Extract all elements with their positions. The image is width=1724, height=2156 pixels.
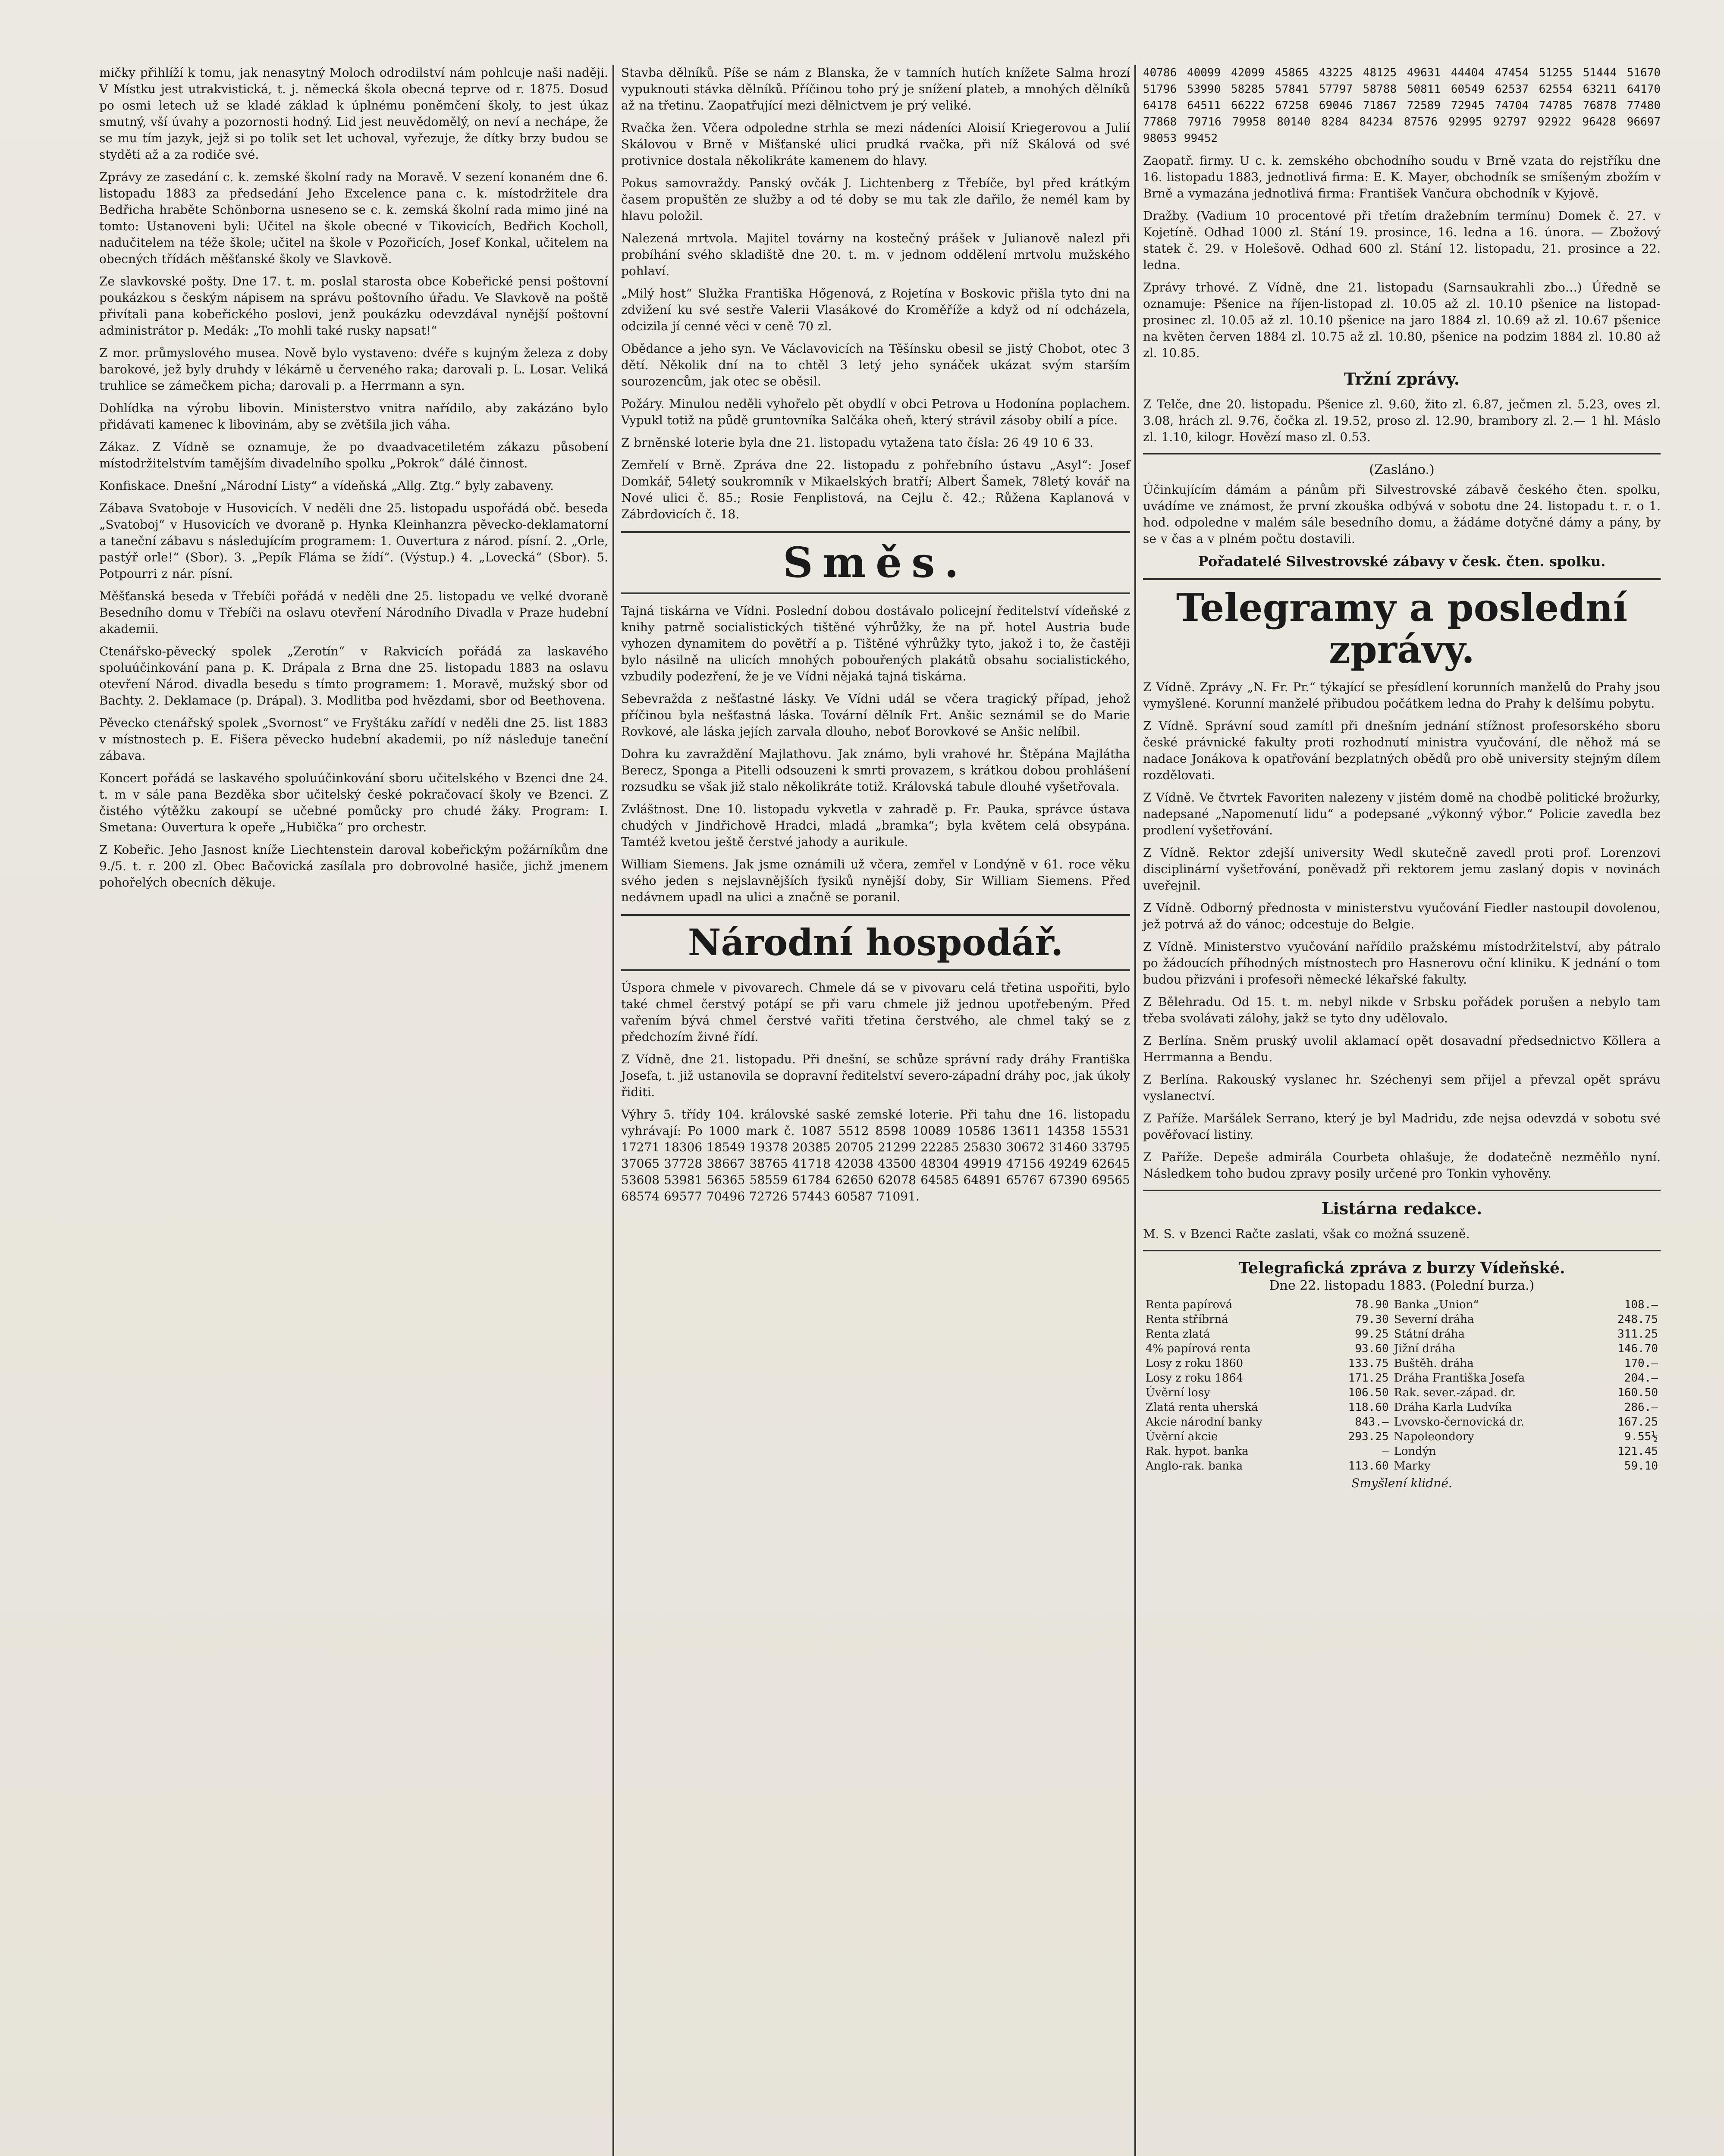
bourse-item-name: Dráha Karla Ludvíka — [1394, 1401, 1512, 1414]
bourse-item-value: 311.25 — [1617, 1327, 1658, 1341]
divider — [1143, 453, 1661, 454]
article-paragraph: Zákaz. Z Vídně se oznamuje, že po dvaadvacetiletém zákazu působení místodržitelstvím tamějším divadelního spolku „Pokrok“ dálé činnost. — [99, 440, 608, 470]
column-1 — [99, 65, 608, 897]
article-paragraph: Z Berlína. Rakouský vyslanec hr. Széchenyi sem přijel a převzal opět správu vyslanectví. — [1143, 1072, 1661, 1103]
article-paragraph: Z Vídně, dne 21. listopadu. Při dnešní, se schůze správní rady dráhy Františka Josefa, t. již ustanovila se dopravní ředitelství severo-západní dráhy poc, jak úkoly řiditi. — [621, 1052, 1130, 1099]
article-paragraph: Nalezená mrtvola. Majitel továrny na kostečný prášek v Julianově nalezl při probíhání svého skladiště dne 20. t. m. v jednom oddělení mrtvolu mužského pohlaví. — [621, 231, 1130, 278]
article-paragraph: Požáry. Minulou neděli vyhořelo pět obydlí v obci Petrova u Hodonína poplachem. Vypukl totiž na půdě gruntovníka Salčáka oheň, který strávil zásoby obilí a píce. — [621, 397, 1130, 427]
bourse-item-name: Buštěh. dráha — [1394, 1357, 1474, 1370]
article-paragraph: Úspora chmele v pivovarech. Chmele dá se v pivovaru celá třetina uspořiti, bylo také chmel čerstvý potápí se při varu chmele již jednou upotřebeným. Před vařením bývá chmel čerstvé vařiti třetina čerstvého, ale chmel taký se z předchozím živné řídí. — [621, 980, 1130, 1044]
section-heading-trzni-zpravy: Tržní zprávy. — [1344, 369, 1460, 389]
bourse-item-value: 121.45 — [1617, 1445, 1658, 1458]
article-paragraph: Z Bělehradu. Od 15. t. m. nebyl nikde v Srbsku pořádek porušen a nebylo tam třeba svolávati zálohy, jakž se tyto dny udělovalo. — [1143, 994, 1661, 1025]
bourse-item-value: 99.25 — [1355, 1327, 1389, 1341]
bourse-item-name: Severní dráha — [1394, 1313, 1474, 1326]
bourse-item-value: 93.60 — [1355, 1342, 1389, 1355]
section-heading-zaslano: (Zasláno.) — [1369, 462, 1435, 477]
column-rule — [612, 65, 614, 2156]
article-paragraph: Z Vídně. Ministerstvo vyučování nařídilo pražskému místodržitelství, aby pátralo po žádoucích příhodných místnostech pro Hasnerovu oční kliniku. K jednání o tom budou přizváni i profesoři německé lékařské fakulty. — [1143, 939, 1661, 987]
bourse-item-name: Rak. sever.-západ. dr. — [1394, 1386, 1516, 1399]
article-paragraph: Zemřelí v Brně. Zpráva dne 22. listopadu z pohřebního ústavu „Asyl“: Josef Domkář, 54letý soukromník v Mikaelských bratří; Albert Šamek, 78letý kovář na Nové ulici č. 85.; Rosie Fenplistová, na Cejlu č. 42.; Růžena Kaplanová v Zábrdovicích č. 18. — [621, 458, 1130, 521]
article-paragraph: William Siemens. Jak jsme oznámili už včera, zemřel v Londýně v 61. roce věku svého jeden s nejslavnějších fysiků nynější doby, Sir William Siemens. Před nedávnem upadl na ulici a značně se poranil. — [621, 857, 1130, 904]
section-heading-smes: Směs. — [621, 531, 1130, 594]
bourse-row — [1143, 1327, 1661, 1341]
bourse-item-value: 167.25 — [1617, 1415, 1658, 1429]
article-paragraph: Z Paříže. Maršálek Serrano, který je byl Madridu, zde nejsa odevzdá v sobotu své pověřovací listiny. — [1143, 1111, 1661, 1142]
bourse-item-name: Státní dráha — [1394, 1327, 1465, 1341]
bourse-item-name: Banka „Union“ — [1394, 1298, 1479, 1311]
section-heading-narodni-hospodar: Národní hospodář. — [621, 914, 1130, 971]
bourse-item-name: Renta papírová — [1146, 1298, 1233, 1311]
article-paragraph: Z Vídně. Zprávy „N. Fr. Pr.“ týkající se přesídlení korunních manželů do Prahy jsou vymyšlené. Korunní manželé přibudou počátkem ledna do Prahy k delšímu pobytu. — [1143, 680, 1661, 711]
article-paragraph: Z Berlína. Sněm pruský uvolil aklamací opět dosavadní předsednictvo Köllera a Herrmanna a Bendu. — [1143, 1033, 1661, 1064]
article-paragraph: Z brněnské loterie byla dne 21. listopadu vytažena tato čísla: 26 49 10 6 33. — [621, 436, 1093, 450]
article-paragraph: Zvláštnost. Dne 10. listopadu vykvetla v zahradě p. Fr. Pauka, správce ústava chudých v Jindřichově Hradci, mladá „bramka“; byla květem celá obsypána. Tamtéž kvetou ještě čerstvé jahody a aurikule. — [621, 802, 1130, 849]
bourse-item-value: 118.60 — [1348, 1401, 1389, 1414]
article-paragraph: Zaopatř. firmy. U c. k. zemského obchodního soudu v Brně vzata do rejstříku dne 16. listopadu 1883, jednotlivá firma: E. K. Mayer, obchodník se smíšeným zbožím v Brně a vymazána jednotlivá firma: František Vančura obchodník v Kyjově. — [1143, 154, 1661, 201]
bourse-table — [1143, 1297, 1661, 1473]
bourse-item-name: Anglo-rak. banka — [1146, 1459, 1243, 1473]
bourse-item-value: 146.70 — [1617, 1342, 1658, 1355]
bourse-item-value: 108.— — [1624, 1298, 1658, 1311]
article-paragraph: Ze slavkovské pošty. Dne 17. t. m. poslal starosta obce Kobeřické pensi poštovní poukázkou s českým nápisem na správu poštovního úřadu. Ve Slavkově na poště přivítali pana kobeřického poslovi, jenž poukázku odevzdával nynější poštovní administrátor p. Medák: „To mohli také rusky napsat!“ — [99, 274, 608, 338]
bourse-item-value: 133.75 — [1348, 1357, 1389, 1370]
bourse-item-name: Zlatá renta uherská — [1146, 1401, 1258, 1414]
bourse-item-value: 171.25 — [1348, 1371, 1389, 1385]
lottery-numbers: 40786 40099 42099 45865 43225 48125 49631 44404 47454 51255 51444 51670 51796 53990 58285 57841 57797 58788 50811 60549 62537 62554 63211 64170 64178 64511 66222 67258 69046 71867 72589 72945 74704 74785 76878 77480 77868 79716 79958 80140 8284 84234 87576 92995 92797 92922 96428 96697 98053 99452 — [1143, 66, 1661, 145]
bourse-item-value: 286.— — [1624, 1401, 1658, 1414]
article-paragraph: Z Kobeřic. Jeho Jasnost kníže Liechtenstein daroval kobeřickým požárníkům dne 9./5. t. r. 200 zl. Obec Bačovická zasílala pro dobrovolné hasiče, jichž jmenem pohořelých obecních děkuje. — [99, 843, 608, 890]
listarna-text: M. S. v Bzenci Račte zaslati, však co možná ssuzeně. — [1143, 1226, 1470, 1241]
bourse-item-value: 79.30 — [1355, 1313, 1389, 1326]
bourse-date: Dne 22. listopadu 1883. (Polední burza.) — [1269, 1278, 1535, 1293]
bourse-item-name: Renta zlatá — [1146, 1327, 1210, 1341]
article-paragraph: Koncert pořádá se laskavého spoluúčinkování sboru učitelského v Bzenci dne 24. t. m v sále pana Bezděka sbor učitelský české pokračovací školy ve Bzenci. Z čistého výtěžku zakoupí se učebné pomůcky pro chudé žáky. Program: I. Smetana: Ouvertura k opeře „Hubička“ pro orchestr. — [99, 771, 608, 834]
article-paragraph: „Milý host“ Služka Františka Hőgenová, z Rojetína v Boskovic přišla tyto dni na zdvižení ku své sestře Valerii Vlasákové do Kroměříže a když od ní odcházela, odcizila jí cenné věci v ceně 70 zl. — [621, 286, 1130, 333]
bourse-item-value: 78.90 — [1355, 1298, 1389, 1311]
article-paragraph: Z Vídně. Odborný přednosta v ministerstvu vyučování Fiedler nastoupil dovolenou, jež potrvá až do vánoc; odcestuje do Belgie. — [1143, 900, 1661, 931]
section-heading-telegramy: Telegramy a poslední zprávy. — [1143, 578, 1661, 671]
bourse-row — [1143, 1385, 1661, 1400]
article-paragraph: Výhry 5. třídy 104. královské saské zemské loterie. Při tahu dne 16. listopadu vyhrávají: Po 1000 mark č. 1087 5512 8598 10089 10586 13611 14358 15531 17271 18306 18549 19378 20385 20705 21299 22285 25830 30672 31460 33795 37065 37728 38667 38765 41718 42038 43500 48304 49919 47156 49249 62645 53608 53981 56365 58559 61784 62650 62078 64585 64891 65767 67390 69565 68574 69577 70496 72726 57443 60587 71091. — [621, 1107, 1130, 1203]
bourse-item-name: Losy z roku 1860 — [1146, 1357, 1244, 1370]
bourse-item-value: 843.— — [1355, 1415, 1389, 1429]
bourse-row — [1143, 1356, 1661, 1371]
bourse-item-name: Rak. hypot. banka — [1146, 1445, 1249, 1458]
article-paragraph: Ctenářsko-pěvecký spolek „Zerotín“ v Rakvicích pořádá za laskavého spoluúčinkování pana p. K. Drápala z Brna dne 25. listopadu 1883 na oslavu otevření Národ. divadla besedu s tímto programem: 1. Moravě, mužský sbor od Bachty. 2. Deklamace (p. Drápal). 3. Modlitba pod hvězdami, sbor od Beethovena. — [99, 644, 608, 708]
bourse-item-value: 113.60 — [1348, 1459, 1389, 1473]
article-paragraph: Zábava Svatoboje v Husovicích. V neděli dne 25. listopadu uspořádá obč. beseda „Svatoboj“ v Husovicích ve dvoraně p. Hynka Kleinhanzra pěvecko-deklamatorní a taneční zábavu s následujícím programem: 1. Ouvertura z národ. písní. 2. „Orle, pastýř orle!“ (Sbor). 3. „Pepík Fláma se žídí“. (Výstup.) 4. „Lovecká“ (Sbor). 5. Potpourri z nár. písní. — [99, 501, 608, 581]
bourse-item-value: 293.25 — [1348, 1430, 1389, 1443]
article-paragraph: Zprávy ze zasedání c. k. zemské školní rady na Moravě. V sezení konaném dne 6. listopadu 1883 za předsedání Jeho Excelence pana c. k. místodržitele dra Bedřicha hraběte Schönborna usneseno se c. k. zemská školní rada mimo jiné na tomto: Ustanoveni byli: Učitel na škole obecné v Tikovicích, Bedřich Kocholl, nadučitelem na téže škole; učitel na škole v Pozořicích, Josef Konkal, učitelem na obecných třídách měšťanské školy ve Slavkově. — [99, 170, 608, 266]
divider — [1143, 1190, 1661, 1191]
bourse-item-name: Renta stříbrná — [1146, 1313, 1228, 1326]
article-paragraph: Z mor. průmyslového musea. Nově bylo vystaveno: dvéře s kujným železa z doby barokové, jež byly druhdy v lékárně u červeného raka; darovali p. L. Losar. Veliká truhlice se zámečkem picha; darovali p. a Herrmann a syn. — [99, 346, 608, 393]
bourse-item-name: Jižní dráha — [1394, 1342, 1456, 1355]
bourse-item-value: — — [1382, 1445, 1389, 1458]
article-paragraph: Dražby. (Vadium 10 procentové při třetím dražebním termínu) Domek č. 27. v Kojetíně. Odhad 1000 zl. Stání 19. prosince, 16. ledna a 16. února. — Zbožový statek č. 29. v Holešově. Odhad 600 zl. Stání 12. listopadu, 21. prosince a 22. ledna. — [1143, 209, 1661, 272]
divider — [1143, 1250, 1661, 1251]
article-paragraph: mičky přihlíží k tomu, jak nenasytný Moloch odrodilství nám pohlcuje naši naději. V Místku jest utrakvistická, t. j. německá škola obecná teprve od r. 1875. Dosud po osmi letech už se kladé základ k úplnému poněmčení školy, to jest úkaz smutný, vší úvahy a pozornosti hodný. Lid jest neuvědomělý, on neví a nechápe, že se mu tím jazyk, jejž si po tolik set let uchoval, vyřezuje, že dítky brzy budou se styděti až a za rodiče své. — [99, 66, 608, 162]
article-paragraph: Pěvecko ctenářský spolek „Svornost“ ve Fryštáku zařídí v neděli dne 25. list 1883 v místnostech p. E. Fišera pěvecko hudební akademii, po níž následuje taneční zábava. — [99, 716, 608, 763]
bourse-row — [1143, 1415, 1661, 1429]
bourse-source: Smyšlení klidné. — [1351, 1476, 1452, 1490]
column-2 — [621, 65, 1130, 1211]
bourse-item-name: Londýn — [1394, 1445, 1436, 1458]
bourse-item-name: Napoleondory — [1394, 1430, 1474, 1443]
column-3 — [1143, 65, 1661, 1490]
article-paragraph: Z Paříže. Depeše admirála Courbeta ohlašuje, že dodatečně nezměňlo nyní. Následkem toho budou zpravy posily určené pro Tonkin vyhověny. — [1143, 1150, 1661, 1181]
bourse-item-name: Lvovsko-černovická dr. — [1394, 1415, 1524, 1429]
article-paragraph: Pokus samovraždy. Panský ovčák J. Lichtenberg z Třebíče, byl před krátkým časem propuštěn ze služby a od té doby se mu tak zle dařilo, že nemél kam by hlavu položil. — [621, 176, 1130, 223]
article-paragraph: Z Vídně. Ve čtvrtek Favoriten nalezeny v jistém domě na chodbě politické brožurky, nadepsané „Napomenutí lidu“ a podepsané „výkonný výbor.“ Policie zavedla bez prodlení vyšetřování. — [1143, 790, 1661, 837]
bourse-row — [1143, 1297, 1661, 1312]
bourse-item-value: 170.— — [1624, 1357, 1658, 1370]
column-rule — [1134, 65, 1136, 2156]
bourse-item-name: Úvěrní losy — [1146, 1386, 1210, 1399]
bourse-row — [1143, 1371, 1661, 1385]
zaslano-signer: Pořadatelé Silvestrovské zábavy v česk. čten. spolku. — [1198, 553, 1606, 570]
bourse-item-name: Losy z roku 1864 — [1146, 1371, 1244, 1385]
bourse-item-name: 4% papírová renta — [1146, 1342, 1251, 1355]
bourse-item-value: 9.55½ — [1624, 1430, 1658, 1443]
article-paragraph: Stavba dělníků. Píše se nám z Blanska, že v tamních hutích knížete Salma hrozí vypuknouti stávka dělníků. Příčinou toho prý je snížení plateb, a mnohých dělníků až na třetinu. Zaopatřující mezi dělnictvem je prý veliké. — [621, 66, 1130, 113]
article-paragraph: Rvačka žen. Včera odpoledne strhla se mezi nádeníci Aloisií Kriegerovou a Julií Skálovou v Brně v Mišťanské ulici prudká rvačka, při níž Skálová od své protivnice dostala několikráte kamenem do hlavy. — [621, 121, 1130, 168]
bourse-row — [1143, 1400, 1661, 1415]
article-paragraph: Měšťanská beseda v Třebíči pořádá v neděli dne 25. listopadu ve velké dvoraně Besedního domu v Třebíči na oslavu otevření Národního Divadla v Praze hudební akademii. — [99, 589, 608, 636]
article-paragraph: Dohlídka na výrobu libovin. Ministerstvo vnitra nařídilo, aby zakázáno bylo přidávati kamenec k libovinám, aby se zvětšila jich váha. — [99, 401, 608, 432]
bourse-item-name: Dráha Františka Josefa — [1394, 1371, 1525, 1385]
article-paragraph: Zprávy trhové. Z Vídně, dne 21. listopadu (Sarnsaukrahli zbo…) Úředně se oznamuje: Pšenice na říjen-listopad zl. 10.05 až zl. 10.10 pšenice na listopad-prosinec zl. 10.05 až zl. 10.10 pšenice na jaro 1884 zl. 10.69 až zl. 10.67 pšenice na květen červen 1884 zl. 10.75 až zl. 10.80, pšenice na podzim 1884 zl. 10.80 až zl. 10.85. — [1143, 280, 1661, 360]
bourse-item-name: Úvěrní akcie — [1146, 1430, 1218, 1443]
article-paragraph: Sebevražda z nešťastné lásky. Ve Vídni udál se včera tragický případ, jehož příčinou byla nešťastná láska. Tovární dělník Frt. Anšic seznámil se do Marie Rovkové, ale láska jejích zarvala dlouho, neboť Borovkové se Anšic nelíbil. — [621, 691, 1130, 739]
bourse-item-value: 160.50 — [1617, 1386, 1658, 1399]
bourse-row — [1143, 1312, 1661, 1327]
bourse-row — [1143, 1444, 1661, 1459]
bourse-row — [1143, 1429, 1661, 1444]
bourse-item-value: 248.75 — [1617, 1313, 1658, 1326]
bourse-row — [1143, 1459, 1661, 1473]
bourse-item-name: Akcie národní banky — [1146, 1415, 1262, 1429]
bourse-row — [1143, 1341, 1661, 1356]
article-paragraph: Konfiskace. Dnešní „Národní Listy“ a vídeňská „Allg. Ztg.“ byly zabaveny. — [99, 479, 554, 493]
bourse-item-value: 106.50 — [1348, 1386, 1389, 1399]
article-paragraph: Účinkujícím dámám a pánům při Silvestrovské zábavě českého čten. spolku, uvádíme ve známost, že první zkouška odbývá v sobotu dne 24. listopadu t. r. o 1. hod. odpoledne v malém sále besedního domu, a žádáme dotyčné dámy a pány, by se v čas a v plném počtu dostavili. — [1143, 483, 1661, 546]
article-paragraph: Dohra ku zavraždění Majlathovu. Jak známo, byli vrahové hr. Štěpána Majlátha Berecz, Sponga a Pitelli odsouzeni k smrti provazem, s krátkou dobou prohlášení rozsudku se však již stalo několikráte totiž. Královská tabule dlouhé vyšetřovala. — [621, 746, 1130, 794]
bourse-item-value: 59.10 — [1624, 1459, 1658, 1473]
bourse-item-name: Marky — [1394, 1459, 1431, 1473]
article-paragraph: Obědance a jeho syn. Ve Václavovicích na Těšínsku obesil se jistý Chobot, otec 3 dětí. Několik dní na to chtěl 3 letý jeho synáček ukázat svým starším sourozencům, jak otec se oběsil. — [621, 342, 1130, 389]
article-paragraph: Z Vídně. Správní soud zamítl při dnešním jednání stížnost profesorského sboru české právnické fakulty proti rozhodnutí ministra vyučování, dle něhož má se nadace Jonákova k opatřování bezplatných obědů pro obě university stejným dílem rozdělovati. — [1143, 718, 1661, 782]
article-paragraph: Tajná tiskárna ve Vídni. Poslední dobou dostávalo policejní ředitelství vídeňské z knihy patrně socialistických tištěné výhrůžky, že na př. hotel Austria bude vyhozen dynamitem do povětří a p. Tištěné výhrůžky tyto, jakož i to, že častěji bylo násilně na ulicích mnohých pobouřených plakátů obsahu socialistického, vzbudily podezření, že je ve Vídni nějaká tajná tiskárna. — [621, 603, 1130, 683]
bourse-item-value: 204.— — [1624, 1371, 1658, 1385]
article-paragraph: Z Telče, dne 20. listopadu. Pšenice zl. 9.60, žito zl. 6.87, ječmen zl. 5.23, oves zl. 3.08, hrách zl. 9.76, čočka zl. 19.52, proso zl. 12.90, brambory zl. 2.— 1 hl. Máslo zl. 1.10, kilogr. Hovězí maso zl. 0.53. — [1143, 397, 1661, 444]
bourse-title: Telegrafická zpráva z burzy Vídeňské. — [1238, 1259, 1565, 1277]
article-paragraph: Z Vídně. Rektor zdejší university Wedl skutečně zavedl proti prof. Lorenzovi disciplinární vyšetřování, poněvadž při rektorem jemu zaslaný dopis v novinách uveřejnil. — [1143, 845, 1661, 893]
section-heading-listarna: Listárna redakce. — [1321, 1198, 1482, 1218]
